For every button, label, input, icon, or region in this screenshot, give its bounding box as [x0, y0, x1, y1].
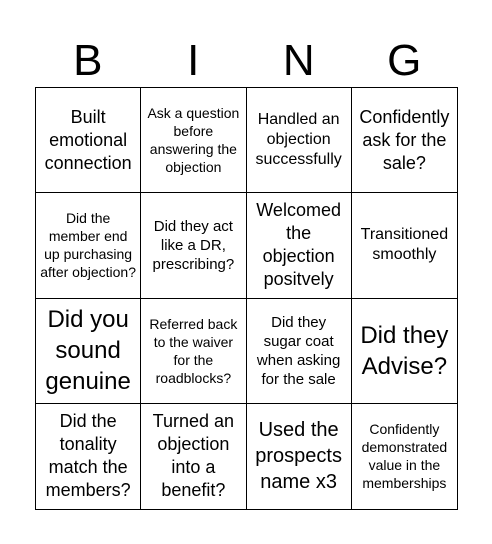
- cell-text: Transitioned smoothly: [360, 226, 449, 264]
- cell-text: Did you sound genuine: [45, 306, 131, 396]
- header-letter-i: I: [187, 36, 200, 85]
- cell-text: Used the prospects name x3: [255, 419, 342, 494]
- bingo-cell[interactable]: [36, 404, 141, 509]
- bingo-cell[interactable]: [352, 404, 457, 509]
- bingo-cell[interactable]: [141, 193, 246, 298]
- bingo-cell[interactable]: [352, 299, 457, 404]
- bingo-header: [35, 34, 457, 88]
- cell-text: Welcomed the objection positvely: [256, 200, 341, 290]
- bingo-cell[interactable]: [352, 193, 457, 298]
- bingo-cell[interactable]: [141, 88, 246, 193]
- cell-text: Did the member end up purchasing after objection?: [40, 210, 136, 281]
- bingo-cell[interactable]: [36, 193, 141, 298]
- bingo-cell[interactable]: [141, 404, 246, 509]
- cell-text: Ask a question before answering the objection: [147, 105, 240, 176]
- bingo-cell[interactable]: [247, 299, 352, 404]
- cell-text: Confidently demonstrated value in the memberships: [361, 421, 448, 492]
- bingo-cell[interactable]: [247, 88, 352, 193]
- bingo-cell[interactable]: [141, 299, 246, 404]
- bingo-cell[interactable]: [36, 88, 141, 193]
- header-letter-g: G: [387, 36, 422, 85]
- bingo-cell[interactable]: [352, 88, 457, 193]
- bingo-cell[interactable]: [247, 404, 352, 509]
- cell-text: Did they act like a DR, prescribing?: [152, 217, 235, 273]
- header-letter-n: N: [282, 36, 315, 85]
- cell-text: Did they Advise?: [360, 321, 449, 380]
- cell-text: Referred back to the waiver for the roadblocks?: [149, 315, 238, 386]
- cell-text: Did the tonality match the members?: [45, 411, 131, 501]
- header-letter-b: B: [73, 36, 103, 85]
- cell-text: Built emotional connection: [44, 106, 132, 173]
- bingo-cell[interactable]: [247, 193, 352, 298]
- bingo-board: [35, 87, 458, 510]
- cell-text: Handled an objection successfully: [255, 111, 342, 169]
- cell-text: Did they sugar coat when asking for the sale: [256, 313, 341, 388]
- cell-text: Turned an objection into a benefit?: [152, 411, 235, 501]
- bingo-cell[interactable]: [36, 299, 141, 404]
- cell-text: Confidently ask for the sale?: [359, 106, 450, 173]
